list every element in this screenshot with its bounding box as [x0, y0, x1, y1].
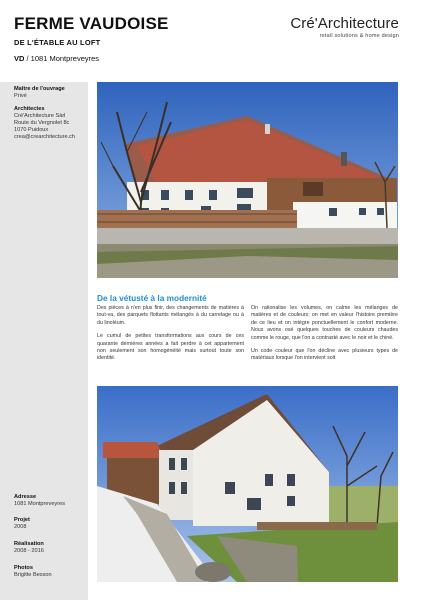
architects-line: 1070 Puidoux [14, 127, 49, 133]
company-logo [290, 15, 399, 39]
architects-label: Architectes [14, 106, 45, 112]
owner-value: Privé [14, 93, 27, 99]
owner-label: Maître de l'ouvrage [14, 86, 65, 92]
project-year-block [14, 517, 30, 531]
realisation-label: Réalisation [14, 541, 44, 547]
paragraph: Le cumul de petites transformations aux cours de ces quarante dernières années a fait perdre à cet appartement non seulement son homogénéité mais surtout toute son identité. [97, 333, 244, 362]
address-block [14, 494, 65, 508]
address-label: Adresse [14, 494, 37, 500]
architects-block [14, 106, 75, 141]
address-value: 1081 Montpreveyres [14, 501, 65, 507]
paragraph: Des pièces à n'en plus finir, des changements de matières à tout-va, des parquets flottants mélangés à du carrelage ou à du linoléum. [97, 305, 244, 326]
project-value: 2008 [14, 524, 27, 530]
project-subtitle: DE L'ÉTABLE AU LOFT [14, 38, 101, 47]
article-heading: De la vétusté à la modernité [97, 293, 207, 303]
article-column-right [251, 305, 398, 369]
logo-name: Cré'Architecture [290, 15, 399, 32]
architects-line: Route du Vergnolet 8c [14, 120, 70, 126]
canton-code: VD [14, 54, 25, 63]
photos-block [14, 565, 52, 579]
logo-tagline: retail solutions & home design [319, 33, 399, 39]
project-label: Projet [14, 517, 30, 523]
article-column-left [97, 305, 244, 369]
photos-label: Photos [14, 565, 33, 571]
architects-email: crea@crearchitecture.ch [14, 134, 76, 140]
architects-line: Cré'Architecture Sàrl [14, 113, 66, 119]
farmhouse-front-photo [97, 82, 398, 278]
owner-block [14, 86, 65, 100]
photos-value: Brigitte Besson [14, 572, 52, 578]
project-location [14, 54, 99, 63]
farmhouse-side-photo [97, 386, 398, 582]
realisation-block [14, 541, 44, 555]
realisation-value: 2008 - 2016 [14, 548, 44, 554]
location-text: / 1081 Montpreveyres [26, 54, 100, 63]
project-title: FERME VAUDOISE [14, 14, 169, 33]
paragraph: Un code couleur que l'on décline avec plusieurs types de matériaux lorsque l'on intervient soit [251, 348, 398, 362]
paragraph: On rationalise les volumes, on calme les mélanges de matières et de couleurs; on met en valeur l'histoire première de ce lieu et on intègre ponctuellement le confort moderne. Nous avons osé quelques touches de couleurs chaudes comme le rouge, que l'on a contrasté avec le noir et le chiné. [251, 305, 398, 341]
